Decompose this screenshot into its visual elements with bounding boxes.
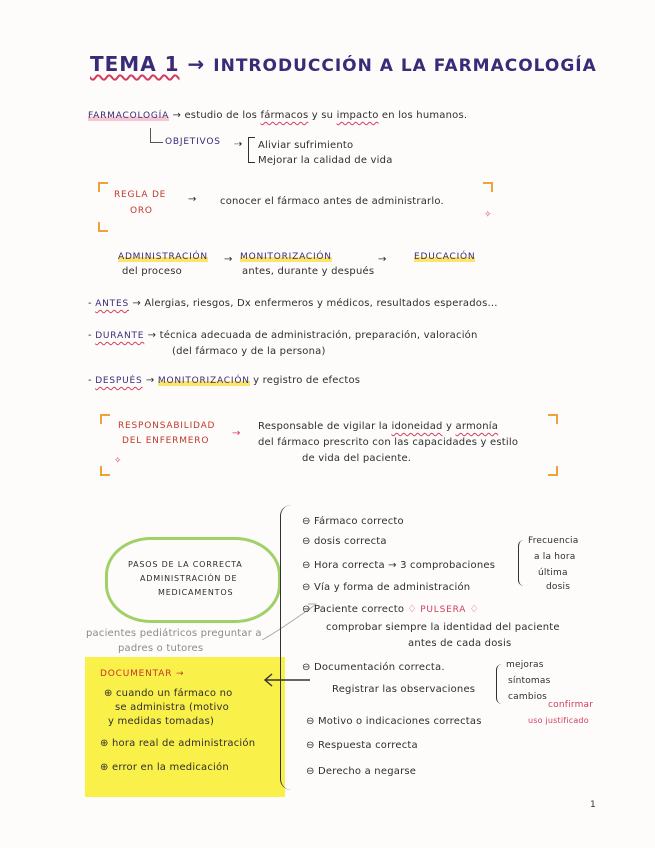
hora-note: a la hora: [534, 552, 576, 562]
list-item: ⊖ Hora correcta → 3 comprobaciones: [302, 560, 496, 571]
confirmar-note: confirmar: [548, 700, 594, 710]
hora-note: Frecuencia: [528, 536, 579, 546]
durante-line: - DURANTE → técnica adecuada de administración, preparación, valoración: [88, 330, 478, 341]
frame-corner: [98, 182, 108, 192]
flow-administracion: ADMINISTRACIÓN: [118, 252, 208, 262]
despues-text: y registro de efectos: [253, 375, 361, 386]
pasos-line1: PASOS DE LA CORRECTA: [128, 560, 243, 569]
definition-line: [88, 110, 467, 121]
objetivos-connector: [150, 128, 163, 143]
frame-corner: [548, 414, 558, 424]
list-item: ⊖ Fármaco correcto: [302, 516, 404, 527]
flow-monitorizacion: MONITORIZACIÓN: [240, 252, 332, 262]
objetivos-label: OBJETIVOS: [165, 137, 221, 147]
frame-corner: [100, 466, 110, 476]
list-item: ⊖ Vía y forma de administración: [302, 582, 471, 593]
documentar-label: DOCUMENTAR →: [100, 669, 185, 679]
hora-brace: [518, 540, 525, 586]
flow-administracion-sub: del proceso: [122, 266, 182, 277]
list-item: ⊖ dosis correcta: [302, 536, 387, 547]
sparkle-icon: ✧: [114, 456, 122, 466]
list-item: ⊖ Documentación correcta.: [302, 662, 445, 673]
documentar-item: ⊕ cuando un fármaco no: [104, 688, 233, 699]
documentar-item: ⊕ hora real de administración: [100, 738, 256, 749]
definition-term: FARMACOLOGÍA: [88, 111, 170, 121]
despues-line: - DESPUÉS → MONITORIZACIÓN y registro de efectos: [88, 375, 361, 386]
regla-label-line1: REGLA DE: [114, 190, 167, 200]
antes-label: ANTES: [95, 299, 129, 309]
antes-line: - ANTES → Alergias, riesgos, Dx enfermeros y médicos, resultados esperados...: [88, 298, 498, 309]
hora-note: dosis: [546, 582, 571, 592]
objetivos-arrow: ⇢: [234, 139, 243, 150]
confirmar-note: uso justificado: [528, 716, 589, 725]
objetivo-item: Aliviar sufrimiento: [258, 140, 354, 151]
definition-pre: estudio de los: [184, 110, 258, 121]
durante-label: DURANTE: [95, 331, 145, 341]
bell-icon: ♢: [469, 604, 479, 615]
list-item: ⊖ Respuesta correcta: [306, 740, 418, 751]
definition-post: en los humanos.: [381, 110, 468, 121]
documentar-item-cont: se administra (motivo: [115, 702, 229, 713]
resp-label-line2: DEL ENFERMERO: [122, 436, 210, 446]
resp-text-line3: de vida del paciente.: [302, 453, 412, 464]
regla-label-line2: ORO: [130, 206, 153, 216]
frame-corner: [100, 414, 110, 424]
definition-word-impacto: impacto: [336, 110, 379, 121]
title-text: INTRODUCCIÓN A LA FARMACOLOGÍA: [213, 56, 597, 76]
pasos-line3: MEDICAMENTOS: [158, 588, 234, 597]
flow-arrow: →: [224, 254, 233, 265]
definition-mid: y su: [311, 110, 334, 121]
paciente-note: antes de cada dosis: [408, 638, 512, 649]
flow-monitorizacion-sub: antes, durante y después: [242, 266, 375, 277]
pulsera-label: PULSERA: [420, 605, 467, 615]
title-number: TEMA 1: [90, 52, 180, 76]
pediatric-note-line1: pacientes pediátricos preguntar a: [86, 628, 262, 639]
frame-corner: [483, 182, 493, 192]
flow-educacion: EDUCACIÓN: [414, 252, 476, 262]
list-item: ⊖ Derecho a negarse: [306, 766, 417, 777]
page-number: 1: [590, 800, 596, 810]
sparkle-icon: ✧: [484, 210, 492, 220]
resp-text-line2: del fármaco prescrito con las capacidades y estilo: [258, 437, 519, 448]
frame-corner: [98, 222, 108, 232]
obs-item: cambios: [508, 692, 548, 702]
documentar-item: ⊕ error en la medicación: [100, 762, 229, 773]
pasos-line2: ADMINISTRACIÓN DE: [140, 574, 238, 583]
resp-label-line1: RESPONSABILIDAD: [118, 421, 216, 431]
registrar-note: Registrar las observaciones: [332, 684, 476, 695]
despues-word: MONITORIZACIÓN: [157, 376, 250, 386]
documentar-item-cont: y medidas tomadas): [108, 716, 215, 727]
flow-arrow: →: [378, 254, 387, 265]
obs-item: síntomas: [508, 676, 551, 686]
frame-corner: [548, 466, 558, 476]
regla-text: conocer el fármaco antes de administrarlo.: [220, 196, 444, 207]
objetivos-bracket: [248, 137, 255, 163]
page-title: [90, 52, 597, 76]
hora-note: última: [538, 568, 568, 578]
despues-label: DESPUÉS: [95, 376, 143, 386]
title-arrow: →: [187, 52, 206, 76]
definition-word-farmacos: fármacos: [260, 110, 309, 121]
regla-arrow: →: [188, 194, 197, 205]
resp-arrow: →: [232, 428, 241, 439]
resp-text-line1: Responsable de vigilar la idoneidad y armonía: [258, 421, 499, 432]
bell-icon: ♢: [407, 604, 417, 615]
obs-item: mejoras: [506, 660, 544, 670]
list-brace: [280, 505, 291, 790]
durante-text: técnica adecuada de administración, preparación, valoración: [159, 330, 478, 341]
definition-arrow: →: [172, 110, 182, 121]
pediatric-note-line2: padres o tutores: [118, 643, 204, 654]
obs-brace: [496, 664, 503, 704]
list-item: ⊖ Paciente correcto ♢ PULSERA ♢: [302, 604, 479, 615]
antes-text: Alergias, riesgos, Dx enfermeros y médicos, resultados esperados...: [144, 298, 498, 309]
objetivo-item: Mejorar la calidad de vida: [258, 155, 393, 166]
list-item: ⊖ Motivo o indicaciones correctas: [306, 716, 482, 727]
durante-sub: (del fármaco y de la persona): [172, 346, 326, 357]
paciente-note: comprobar siempre la identidad del paciente: [326, 622, 560, 633]
